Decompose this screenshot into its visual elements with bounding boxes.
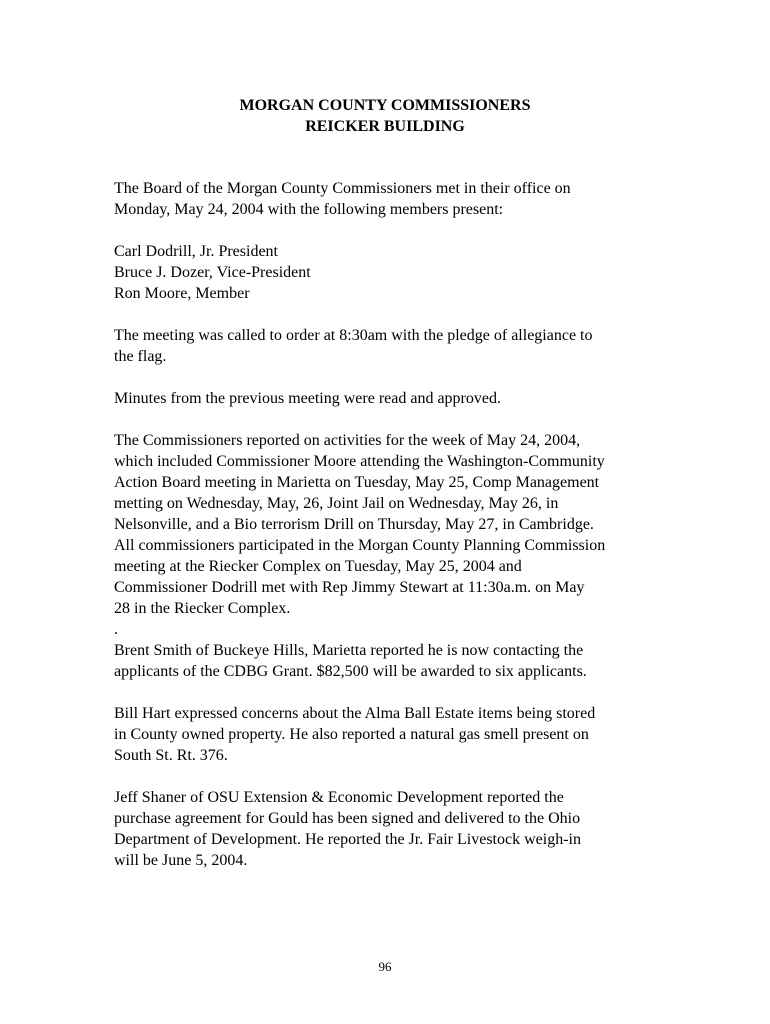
estate-concerns-paragraph: Bill Hart expressed concerns about the Alma Ball Estate items being stored in County owned property. He also reported a natural gas smell present on South St. Rt. 376. bbox=[114, 705, 596, 764]
members-list: Carl Dodrill, Jr. President Bruce J. Dozer, Vice-President Ron Moore, Member bbox=[114, 243, 311, 302]
meeting-intro-paragraph: The Board of the Morgan County Commissioners met in their office on Monday, May 24, 2004 with the following members present: bbox=[114, 180, 571, 218]
call-to-order-paragraph: The meeting was called to order at 8:30am with the pledge of allegiance to the flag. bbox=[114, 327, 593, 365]
cdbg-grant-paragraph: Brent Smith of Buckeye Hills, Marietta reported he is now contacting the applicants of the CDBG Grant. $82,500 will be awarded to six applicants. bbox=[114, 642, 587, 680]
minutes-approval-paragraph: Minutes from the previous meeting were read and approved. bbox=[114, 390, 501, 407]
page-number: 96 bbox=[378, 959, 392, 974]
document-header bbox=[0, 95, 770, 137]
commissioner-activities-paragraph: The Commissioners reported on activities for the week of May 24, 2004, which included Commissioner Moore attending the Washington-Community Action Board meeting in Marietta on Tuesday, May 25, Comp Management metting on Wednesday, May, 26, Joint Jail on Wednesday, May 26, in Nelsonville, and a Bio terrorism Drill on Thursday, May 27, in Cambridge. All commissioners participated in the Morgan County Planning Commission meeting at the Riecker Complex on Tuesday, May 25, 2004 and Commissioner Dodrill met with Rep Jimmy Stewart at 11:30a.m. on May 28 in the Riecker Complex. . bbox=[114, 432, 606, 638]
header-title: MORGAN COUNTY COMMISSIONERS bbox=[239, 97, 531, 114]
minutes-body bbox=[114, 178, 674, 892]
osu-extension-paragraph: Jeff Shaner of OSU Extension & Economic Development reported the purchase agreement for Gould has been signed and delivered to the Ohio Department of Development. He reported the Jr. Fair Livestock weigh-in will be June 5, 2004. bbox=[114, 789, 581, 869]
header-subtitle: REICKER BUILDING bbox=[305, 118, 465, 135]
